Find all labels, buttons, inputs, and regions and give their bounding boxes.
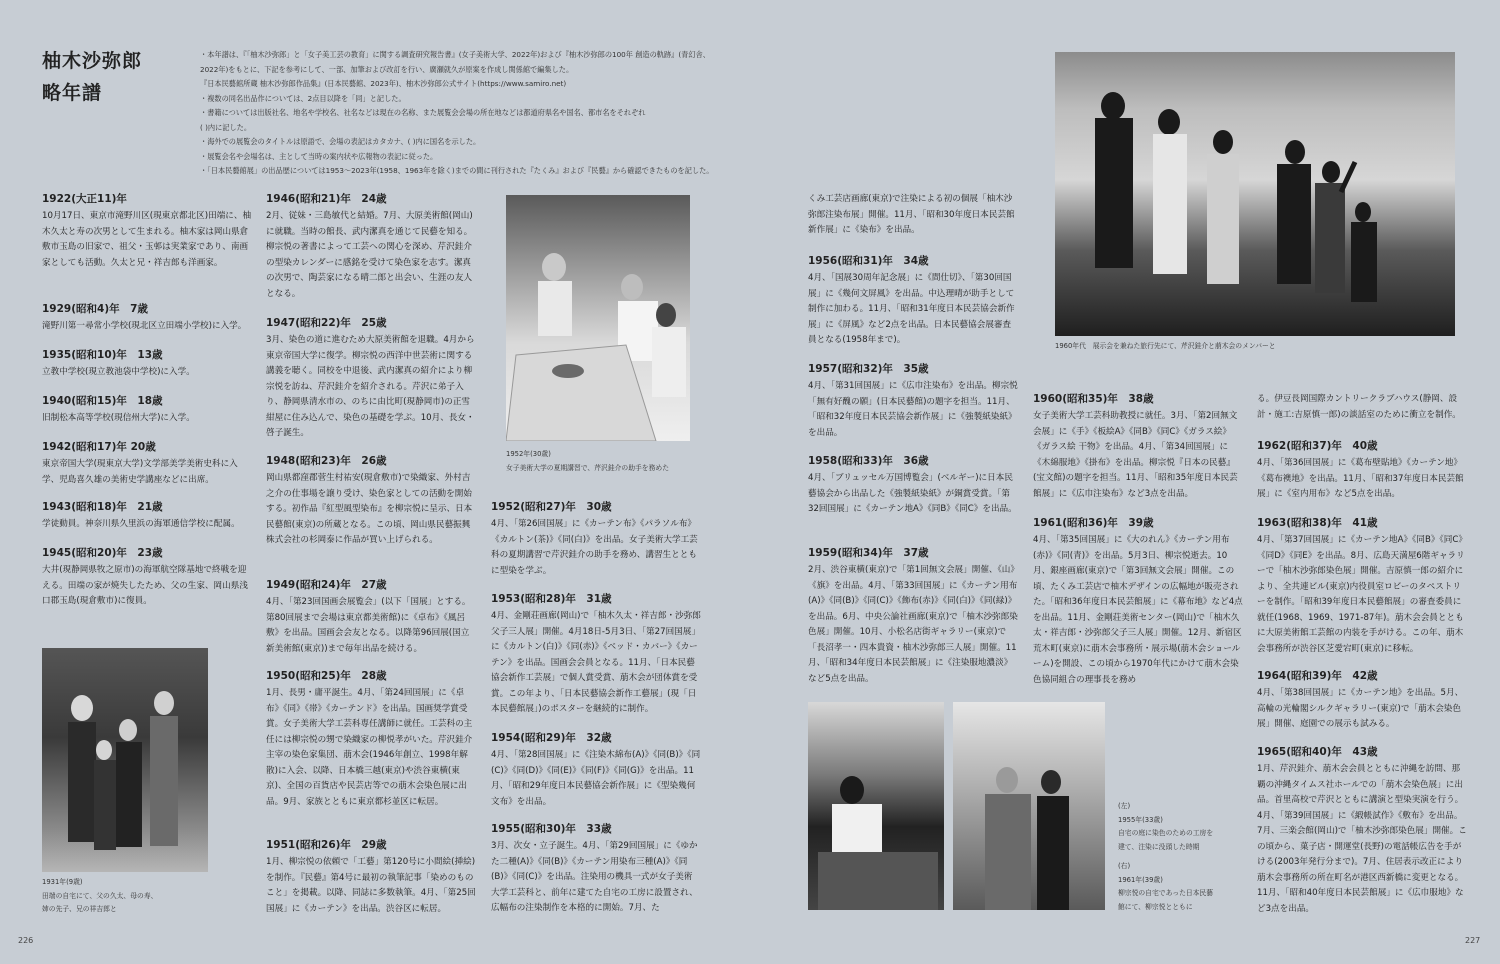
entry-year: 1949(昭和24)年 27歳 (266, 579, 387, 591)
timeline-entry-1950 (266, 667, 476, 810)
timeline-entry-1955 (491, 820, 701, 917)
title-name: 柚木沙弥郎 (42, 50, 143, 72)
entry-text: 4月、「第23回国画会展覧会」(以下「国展」とする。第80回展まで会場は東京都美術館)に《卓布》《風呂敷》を出品。国画会会友となる。以降第96回展(国立新美術館(東京))まで毎年出品を続ける。 (266, 597, 471, 654)
photo-figures (1055, 52, 1455, 336)
entry-text: 4月、金剛荘画廊(岡山)で「柚木久太・祥吉郎・沙弥郎父子三人展」開催。4月18日-5月3日、「第27回国展」に《カルトン(白)》《同(赤)》《ベッド・カバー》《カーテン》を出品。国画会会員となる。11月、「日本民藝協会新作工芸展」で個人賞受賞、萠木会が団体賞を受賞。この年より、「日本民藝協会新作工藝展」(現「日本民藝館展」)のポスターを継続的に制作。 (491, 611, 701, 714)
caption-line: 自宅の庭に染色のための工房を (1118, 829, 1214, 837)
timeline-entry-1935 (42, 346, 252, 381)
entry-text: 1月、芹沢銈介、萠木会会員とともに沖縄を訪問、那覇の沖縄タイムス社ホールでの「萠木会染色展」に出品。首里高校で芹沢とともに講演と型染実演を行う。4月、「第39回国展」に《緞帳試作》《敷布》を出品。7月、三楽会館(岡山)で「柚木沙弥郎染色展」開催。この頃から、菓子店・開運堂(長野)の電話帳広告を手がける(2003年発行分まで)。7月、住居表示改正により萠木会事務所の所在町名が港区西新橋に変更となる。11月、「昭和40年度日本民芸館展」に《広巾服地》など3点を出品。 (1257, 764, 1467, 914)
timeline-entry-1949 (266, 576, 476, 657)
timeline-entry-1922 (42, 190, 252, 271)
entry-year: 1963(昭和38)年 41歳 (1257, 517, 1378, 529)
note-line: 『日本民藝館所蔵 柚木沙弥郎作品集』(日本民藝館、2023年)、柚木沙弥郎公式サイト(https://www.samiro.net) (200, 79, 567, 88)
entry-text: 4月、「第26回国展」に《カーテン布》《パラソル布》《カルトン(茶)》《同(白)》を出品。女子美術大学工芸科の夏期講習で芹沢銈介の助手を務め、講習生とともに型染を学ぶ。 (491, 519, 698, 576)
caption-line: 建て、注染に没頭した時期 (1118, 842, 1200, 851)
timeline-entry-1964 (1257, 667, 1467, 733)
entry-year: 1962(昭和37)年 40歳 (1257, 440, 1378, 452)
timeline-entry-1963 (1257, 514, 1467, 657)
note-line: ・海外での展覧会のタイトルは原語で、会場の表記はカタカナ、( )内に国名を示した。 (200, 137, 481, 146)
note-line: ・複数の同名出品作については、2点目以降を「同」と記した。 (200, 93, 406, 103)
caption-pair (1118, 800, 1213, 914)
caption-line: 田端の自宅にて、父の久太、母の寿、 (42, 891, 158, 900)
timeline-entry-1945 (42, 544, 252, 610)
entry-text: 4月、「第31回国展」に《広巾注染布》を出品。柳宗悦「無有好醜の願」(日本民藝館)の題字を担当。11月、「昭和32年度日本民芸協会新作展」に《強製紙染紙》を出品。 (808, 381, 1018, 438)
entry-year: 1965(昭和40)年 43歳 (1257, 746, 1378, 758)
caption-line: 女子美術大学の夏期講習で、芹沢銈介の助手を務めた (506, 463, 669, 472)
entry-year: 1957(昭和32)年 35歳 (808, 363, 929, 375)
page-number-right: 227 (1465, 936, 1481, 945)
caption-line: 1955年(33歳) (1118, 815, 1163, 824)
timeline-entry-1947 (266, 314, 476, 442)
entry-text: 4月、「国展30周年記念展」に《間仕切》、「第30回国展」に《幾何文屏風》を出品。中込理晴が助手として制作に加わる。11月、「昭和31年度日本民芸協会新作展」に《屏風》など2点を出品。日本民藝協会展審査員となる(1958年まで)。 (808, 273, 1015, 345)
entry-text: 2月、従妹・三島敏代と結婚。7月、大原美術館(岡山)に就職。当時の館長、武内潔真を通じて民藝を知る。柳宗悦の著書によって工芸への関心を深め、芹沢銈介の型染カレンダーに感銘を受けて染色家を志す。潔真の次男で、陶芸家になる晴二郎と出会い、生涯の友人となる。 (266, 211, 473, 299)
entry-year: 1958(昭和33)年 36歳 (808, 455, 929, 467)
entry-text: 2月、渋谷東横(東京)で「第1回無文会展」開催、《山》《旗》を出品。4月、「第33回国展」に《カーテン用布(A)》《同(B)》《同(C)》《飾布(赤)》《同(白)》《同(緑)》を出品。6月、中央公論社画廊(東京)で「柚木沙弥郎染色展」開催。10月、小松名店街ギャラリー(東京)で「長沼孝一・四本貴資・柚木沙弥郎三人展」開催。11月、「昭和34年度日本民芸館展」に《注染服地濃淡》など5点を出品。 (808, 565, 1018, 684)
entry-text: 旧制松本高等学校(現信州大学)に入学。 (42, 413, 195, 423)
timeline-entry-1962 (1257, 437, 1467, 503)
entry-year: 1961(昭和36)年 39歳 (1033, 517, 1154, 529)
caption-line: 館にて、柳宗悦とともに (1118, 902, 1193, 911)
photo-figures (506, 195, 690, 441)
timeline-entry-1946 (266, 190, 476, 302)
timeline-entry-1954 (491, 729, 701, 810)
entry-text: 4月、「第28回国展」に《注染木綿布(A)》《同(B)》《同(C)》《同(D)》《同(E)》《同(F)》《同(G)》を出品。11月、「昭和29年度日本民藝協会新作展」に《型染幾何文布》を出品。 (491, 750, 701, 807)
entry-year: 1929(昭和4)年 7歳 (42, 303, 148, 315)
page-title (42, 45, 142, 109)
timeline-entry-1940 (42, 392, 252, 427)
entry-year: 1935(昭和10)年 13歳 (42, 349, 163, 361)
entry-year: 1948(昭和23)年 26歳 (266, 455, 387, 467)
entry-year: 1922(大正11)年 (42, 193, 127, 205)
entry-year: 1952(昭和27)年 30歳 (491, 501, 612, 513)
timeline-entry-1960 (1033, 390, 1243, 502)
photo-figures (953, 702, 1105, 910)
caption-line: 1931年(9歳) (42, 878, 83, 886)
timeline-entry-1959 (808, 544, 1018, 687)
timeline-entry-1957 (808, 360, 1018, 441)
entry-text: くみ工芸店画廊(東京)で注染による初の個展「柚木沙弥郎注染布展」開催。11月、「昭和30年度日本民芸館新作展」に《染布》を出品。 (808, 194, 1015, 235)
entry-year: 1947(昭和22)年 25歳 (266, 317, 387, 329)
entry-year: 1940(昭和15)年 18歳 (42, 395, 163, 407)
family-photo-1931 (42, 648, 208, 872)
entry-text: 女子美術大学工芸科助教授に就任。3月、「第2回無文会展」に《手》《板絵A》《同B》《同C》《ガラス絵》《ガラス絵 干物》を出品。4月、「第34回国展」に《木綿服地》《掛布》を出品。柳宗悦『日本の民藝』(宝文館)の題字を担当。11月、「昭和35年度日本民芸館展」に《広巾注染布》など3点を出品。 (1033, 411, 1238, 499)
entry-year: 1946(昭和21)年 24歳 (266, 193, 387, 205)
workshop-photo-1952 (506, 195, 690, 441)
entry-text: 学徒動員。神奈川県久里浜の海軍通信学校に配属。 (42, 519, 240, 529)
note-line: ・本年譜は、『「柚木沙弥郎」と「女子美工芸の教育」に関する調査研究報告書』(女子美術大学、2022年)および『柚木沙弥郎の100年 創造の軌跡』(青幻舎、 (200, 50, 710, 59)
entry-text: 10月17日、東京市滝野川区(現東京都北区)田端に、柚木久太と寿の次男として生まれる。柚木家は岡山県倉敷市玉島の旧家で、祖父・玉邨は実業家であり、南画家としても活動。久太と兄・祥吉郎も洋画家。 (42, 211, 252, 268)
timeline-entry-1951 (266, 836, 476, 917)
entry-year: 1959(昭和34)年 37歳 (808, 547, 929, 559)
timeline-entry-1952 (491, 498, 701, 579)
entry-text: 東京帝国大学(現東京大学)文学部美学美術史科に入学、児島喜久雄の美術史学講座などに出席。 (42, 459, 238, 485)
timeline-entry-1943 (42, 498, 252, 533)
entry-year: 1956(昭和31)年 34歳 (808, 255, 929, 267)
entry-year: 1964(昭和39)年 42歳 (1257, 670, 1378, 682)
timeline-entry-1956 (808, 252, 1018, 349)
entry-year: 1954(昭和29)年 32歳 (491, 732, 612, 744)
travel-group-photo-1960s (1055, 52, 1455, 336)
entry-text: 1月、長男・庸平誕生。4月、「第24回国展」に《卓布》《同》《帯》《カーテンド》を出品。国画奨学賞受賞。女子美術大学工芸科専任講師に就任。工芸科の主任には柳宗悦の甥で染織家の柳悦孝がいた。芹沢銈介主宰の染色家集団、萠木会(1946年創立、1998年解散)に入会、以降、日本橋三越(東京)や渋谷東横(東京)、全国の百貨店や民芸店等での萠木会染色展に出品。9月、家族とともに東京都杉並区に転居。 (266, 688, 473, 807)
caption-line: 1961年(39歳) (1118, 875, 1163, 884)
entry-text: 4月、「ブリュッセル万国博覧会」(ベルギー)に日本民藝協会から出品した《強製紙染紙》が銅賞受賞。「第32回国展」に《カーテン地A》《同B》《同C》を出品。 (808, 473, 1017, 514)
note-line: ・展覧会名や会場名は、主として当時の案内状や広報物の表記に従った。 (200, 151, 438, 161)
photo-with-yanagi-1961 (953, 702, 1105, 910)
note-line: ( )内に記した。 (200, 122, 252, 132)
entry-text: 3月、次女・立子誕生。4月、「第29回国展」に《ゆかた二種(A)》《同(B)》《カーテン用染布三種(A)》《同(B)》《同(C)》を出品。注染用の機具一式が女子美術大学工芸科と、前年に建てた自宅の工房に設置され、広幅布の注染制作を本格的に開始。7月、た (491, 841, 698, 913)
entry-text: 大井(現静岡県牧之原市)の海軍航空隊基地で終戦を迎える。田端の家が焼失したため、父の生家、岡山県浅口郡玉島(現倉敷市)に復員。 (42, 565, 248, 606)
timeline-entry-1955-continued (808, 192, 1018, 239)
timeline-entry-1965 (1257, 743, 1467, 917)
entry-text: 滝野川第一尋常小学校(現北区立田端小学校)に入学。 (42, 321, 247, 331)
caption-line: 1952年(30歳) (506, 450, 551, 458)
entry-text: 4月、「第35回国展」に《大のれん》《カーテン用布(赤)》《同(青)》を出品。5月3日、柳宗悦逝去。10月、銀座画廊(東京)で「第3回無文会展」開催。この頃、たくみ工芸店で柚木デザインの広幅地が販売された。「昭和36年度日本民芸館展」に《幕布地》など4点を出品。11月、金剛荘美術センター(岡山)で「柚木久太・祥吉郎・沙弥郎父子三人展」開催。12月、新宿区荒木町(東京)に萠木会事務所・展示場(萠木会ショールーム)を開設、この頃から1970年代にかけて萠木会染色協同組合の理事長を務め (1033, 535, 1243, 685)
timeline-entry-1961-continued (1257, 392, 1467, 423)
caption-1960s: 1960年代 展示会を兼ねた旅行先にて、芹沢銈介と萠木会のメンバーと (1055, 342, 1276, 350)
entry-text: 3月、染色の道に進むため大原美術館を退職。4月から東京帝国大学に復学。柳宗悦の西洋中世芸術に関する講義を聴く。同校を中退後、武内潔真の紹介により柳宗悦を訪ね、芹沢銈介を紹介される。芹沢に弟子入り、静岡県清水市の、のちに由比町(現静岡市)の正雪紺屋に住み込んで、染色の基礎を学ぶ。10月、長女・啓子誕生。 (266, 335, 475, 438)
entry-year: 1950(昭和25)年 28歳 (266, 670, 387, 682)
timeline-entry-1958 (808, 452, 1018, 518)
entry-year: 1942(昭和17)年 20歳 (42, 441, 156, 453)
entry-text: る。伊豆長岡国際カントリークラブハウス(静岡、設計・施工:吉原慎一郎)の談話室のために衝立を制作。 (1257, 394, 1461, 420)
timeline-entry-1929 (42, 300, 252, 335)
note-line: 2022年)をもとに、下記を参考にして、一部、加筆および改訂を行い、廣瀬就久が原案を作成し関係館で編集した。 (200, 64, 574, 74)
entry-text: 立教中学校(現立教池袋中学校)に入学。 (42, 367, 195, 377)
entry-text: 岡山県都窪郡菅生村祐安(現倉敷市)で染織家、外村吉之介の仕事場を譲り受け、染色家としての活動を開始する。初作品『紅型風型染布』を柳宗悦に呈示、日本民藝館(東京)の所蔵となる。この頃、岡山県民藝振興株式会社の杉岡泰に作品が買い上げられる。 (266, 473, 473, 545)
photo-figures (42, 648, 208, 872)
timeline-entry-1942 (42, 438, 252, 488)
entry-text: 4月、「第36回国展」に《葛布壁貼地》《カーテン地》《葛布襖地》を出品。11月、「昭和37年度日本民芸館展」に《室内用布》など5点を出品。 (1257, 458, 1464, 499)
photo-figures (808, 702, 944, 910)
entry-year: 1953(昭和28)年 31歳 (491, 593, 612, 605)
caption-line: 姉の先子、兄の祥吉郎と (42, 905, 117, 913)
caption-line: (右) (1118, 862, 1131, 870)
note-line: ・「日本民藝館展」の出品歴については1953〜2023年(1958、1963年を除く)までの間に刊行された『たくみ』および『民藝』から確認できたものを記した。 (200, 166, 714, 175)
entry-text: 4月、「第37回国展」に《カーテン地A》《同B》《同C》《同D》《同E》を出品。8月、広島天満屋6階ギャラリーで「柚木沙弥郎染色展」開催。吉原慎一郎の紹介により、全共連ビル(東京)内役員室ロビーのタペストリーを制作。「昭和39年度日本民藝館展」の審査委員に就任(1968、1969、1971-87年)。萠木会会員とともに大原美術館工芸館の内装を手がける。この年、萠木会事務所が渋谷区芝愛宕町(東京)に移転。 (1257, 535, 1467, 654)
note-line: ・書籍については出版社名、地名や学校名、社名などは現在の名称、また展覧会会場の所在地などは都道府県名や国名、都市名をそれぞれ (200, 108, 646, 117)
entry-year: 1951(昭和26)年 29歳 (266, 839, 387, 851)
timeline-entry-1953 (491, 590, 701, 718)
entry-year: 1943(昭和18)年 21歳 (42, 501, 163, 513)
page-number-left: 226 (18, 936, 34, 945)
entry-year: 1955(昭和30)年 33歳 (491, 823, 612, 835)
timeline-entry-1961 (1033, 514, 1243, 688)
caption-line: (左) (1118, 802, 1131, 810)
caption-1952 (506, 448, 669, 475)
entry-year: 1960(昭和35)年 38歳 (1033, 393, 1154, 405)
timeline-entry-1948 (266, 452, 476, 549)
caption-line: 柳宗悦の自宅であった日本民藝 (1118, 889, 1214, 897)
title-subtitle: 略年譜 (42, 82, 103, 104)
editorial-notes (200, 48, 713, 179)
workshop-photo-1955 (808, 702, 944, 910)
caption-1931 (42, 876, 157, 917)
entry-text: 1月、柳宗悦の依頼で「工藝」第120号に小間絵(挿絵)を制作。『民藝』第4号に最初の執筆記事「染めのものこと」を掲載。以降、同誌に多数執筆。4月、「第25回国展」に《カーテン》を出品。渋谷区に転居。 (266, 857, 476, 914)
entry-text: 4月、「第38回国展」に《カーテン地》を出品。5月、高輪の光輪閣シルクギャラリー(東京)で「萠木会染色展」開催、庭園での展示も試みる。 (1257, 688, 1464, 729)
entry-year: 1945(昭和20)年 23歳 (42, 547, 163, 559)
